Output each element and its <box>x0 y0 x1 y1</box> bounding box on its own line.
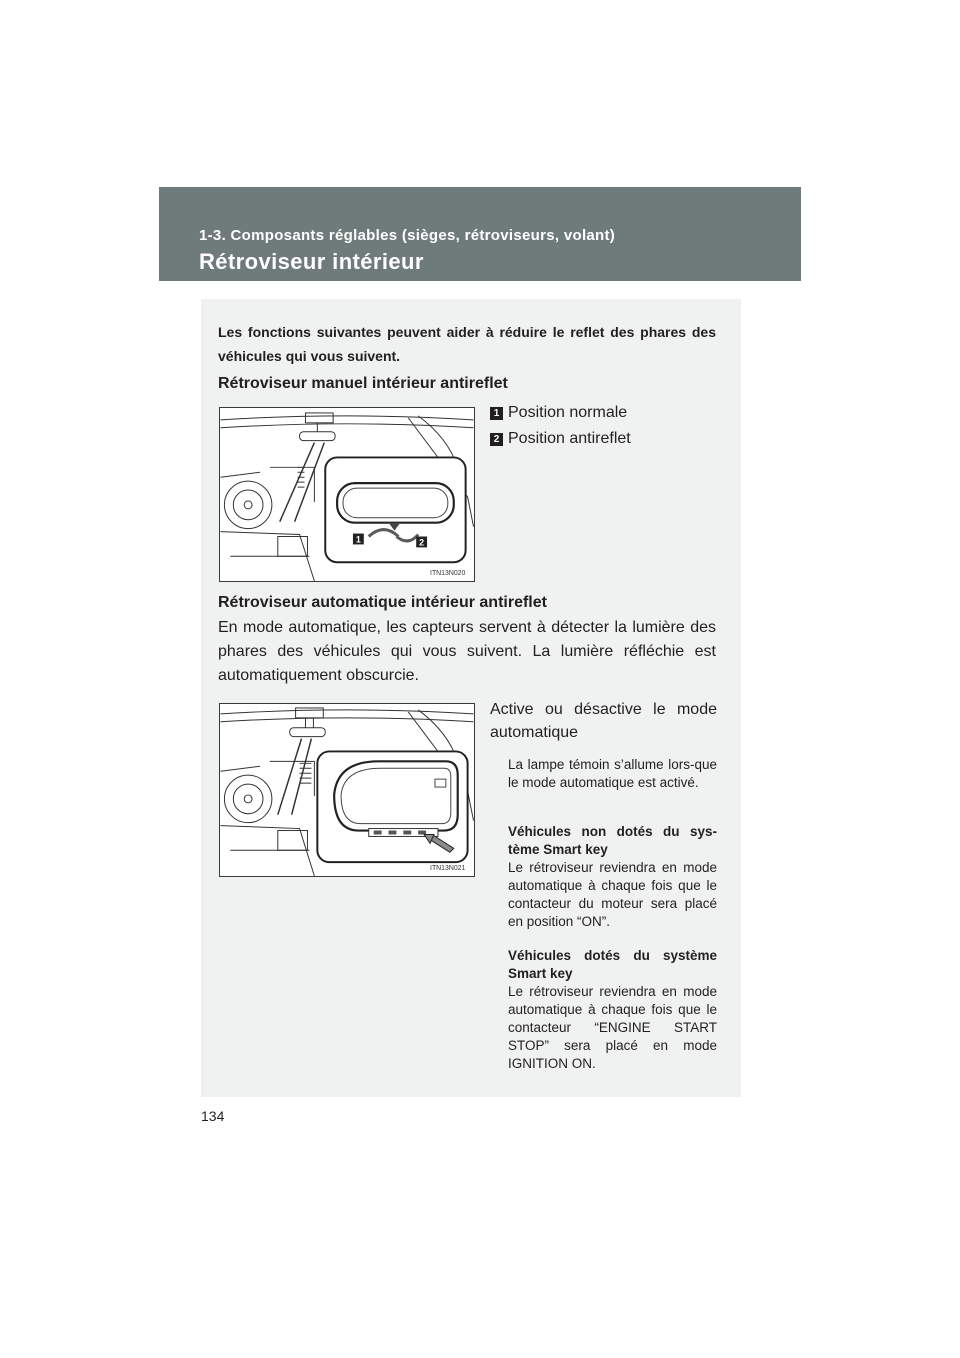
note-with-smart-key <box>508 947 717 1073</box>
note-body: Le rétroviseur reviendra en mode automatique à chaque fois que le contacteur du moteur sera placé en position “ON”. <box>508 860 717 929</box>
position-antiglare-label: Position antireflet <box>508 430 631 447</box>
note-indicator <box>508 756 717 792</box>
note-body: Le rétroviseur reviendra en mode automatique à chaque fois que le contacteur “ENGINE START STOP” sera placé en mode IGNITION ON. <box>508 984 717 1071</box>
figure-code: ITN13N020 <box>430 570 466 578</box>
figure-code: ITN13N021 <box>430 865 466 873</box>
auto-button-description: Active ou désactive le mode automatique <box>490 701 717 741</box>
intro-text: Les fonctions suivantes peuvent aider à réduire le reflet des phares des véhicules qui vous suivent. <box>218 324 716 364</box>
page-title: Rétroviseur intérieur <box>199 249 424 274</box>
chapter-header <box>159 187 801 281</box>
page-number: 134 <box>201 1108 225 1124</box>
auto-mirror-figure <box>219 703 475 877</box>
callout-1: 1 <box>355 534 361 545</box>
manual-mirror-heading: Rétroviseur manuel intérieur antireflet <box>218 375 508 392</box>
section-label: 1-3. Composants réglables (sièges, rétroviseurs, volant) <box>199 227 616 244</box>
number-badge: 2 <box>490 433 503 446</box>
note-body: La lampe témoin s’allume lors-que le mode automatique est activé. <box>508 757 717 790</box>
note-heading: Véhicules non dotés du sys-tème Smart key <box>508 824 717 857</box>
position-antiglare-item <box>490 430 631 448</box>
manual-mirror-figure <box>219 407 475 582</box>
note-heading: Véhicules dotés du système Smart key <box>508 948 717 981</box>
auto-mirror-illustration <box>220 704 474 876</box>
position-normal-label: Position normale <box>508 404 628 421</box>
auto-mirror-heading: Rétroviseur automatique intérieur antireflet <box>218 594 547 611</box>
callout-2: 2 <box>419 537 425 548</box>
number-badge: 1 <box>490 407 503 420</box>
auto-mirror-paragraph: En mode automatique, les capteurs servent à détecter la lumière des phares des véhicules qui vous suivent. La lumière réfléchie est automatiquement obscurcie. <box>218 619 716 684</box>
position-normal-item <box>490 404 627 422</box>
note-without-smart-key <box>508 823 717 931</box>
manual-mirror-illustration <box>220 408 474 581</box>
